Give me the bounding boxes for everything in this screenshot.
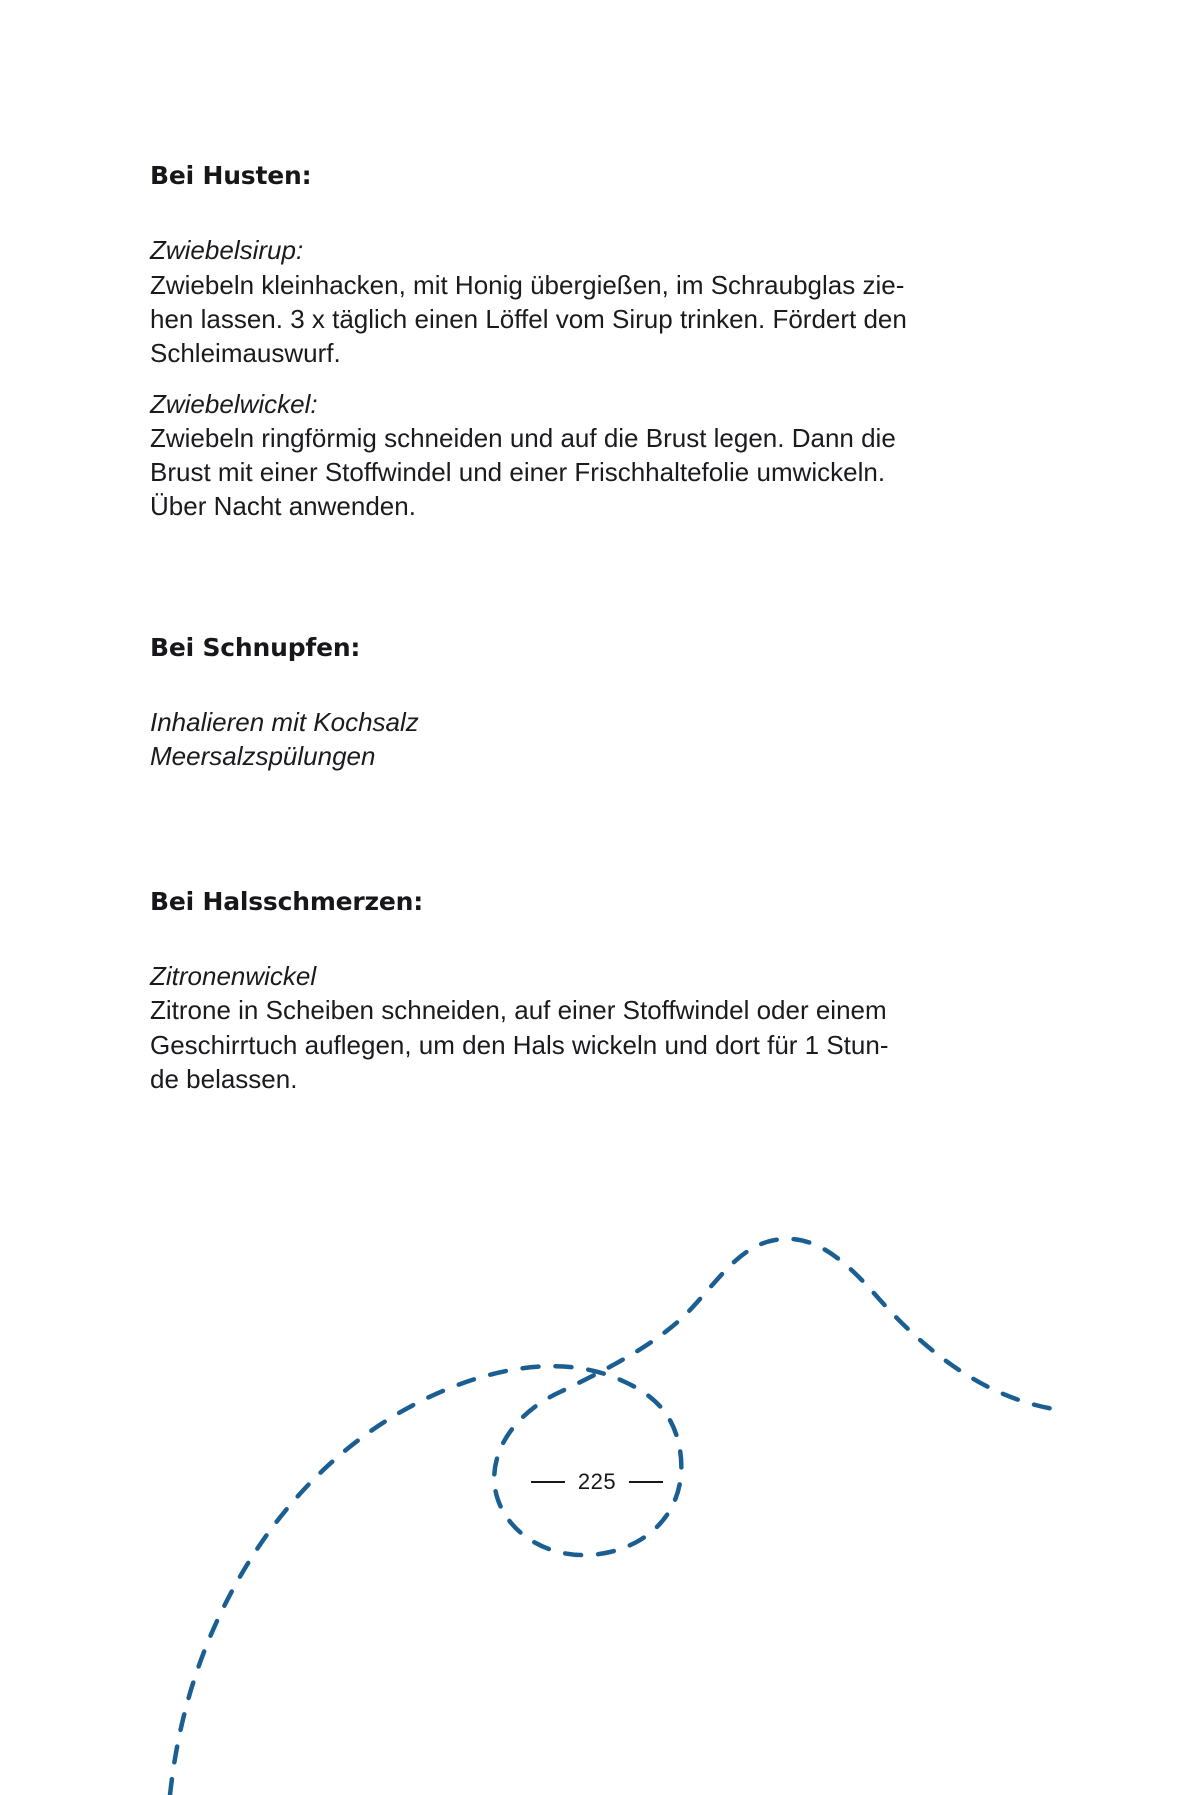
body-line: hen lassen. 3 x täglich einen Löffel vom Sirup trinken. Fördert den <box>150 303 907 334</box>
spacer <box>150 371 880 387</box>
body-line: Zwiebeln ringförmig schneiden und auf die Brust legen. Dann die <box>150 422 896 453</box>
body-line: Brust mit einer Stoffwindel und einer Frischhaltefolie umwickeln. <box>150 457 886 488</box>
subheading-meersalzspuelungen: Meersalzspülungen <box>150 741 376 772</box>
body-line: Über Nacht anwenden. <box>150 491 416 522</box>
folio-rule-right <box>629 1481 663 1483</box>
spacer <box>150 917 880 959</box>
spacer <box>150 774 880 886</box>
dashed-curve-path <box>170 1239 1060 1795</box>
subheading-zitronenwickel: Zitronenwickel <box>150 960 317 991</box>
spacer <box>150 524 880 632</box>
subheading-zwiebelsirup: Zwiebelsirup: <box>150 235 304 266</box>
body-line: Geschirrtuch auflegen, um den Hals wickeln und dort für 1 Stun- <box>150 1029 889 1060</box>
folio-rule-left <box>531 1481 565 1483</box>
section-heading-schnupfen: Bei Schnupfen: <box>150 632 361 662</box>
page-number: 225 <box>577 1469 617 1495</box>
section-heading-halsschmerzen: Bei Halsschmerzen: <box>150 886 424 916</box>
page-content <box>150 160 907 1096</box>
body-line: Zwiebeln kleinhacken, mit Honig übergießen, im Schraubglas zie- <box>150 269 905 300</box>
body-line: Zitrone in Scheiben schneiden, auf einer Stoffwindel oder einem <box>150 995 887 1026</box>
body-line: Schleimauswurf. <box>150 338 341 369</box>
body-line: de belassen. <box>150 1063 298 1094</box>
page-folio <box>0 1468 1194 1495</box>
spacer <box>150 191 880 233</box>
section-heading-husten: Bei Husten: <box>150 161 312 190</box>
subheading-inhalieren: Inhalieren mit Kochsalz <box>150 707 419 737</box>
spacer <box>150 663 880 705</box>
subheading-zwiebelwickel: Zwiebelwickel: <box>150 388 318 419</box>
dashed-curve-ornament <box>0 1120 1194 1795</box>
